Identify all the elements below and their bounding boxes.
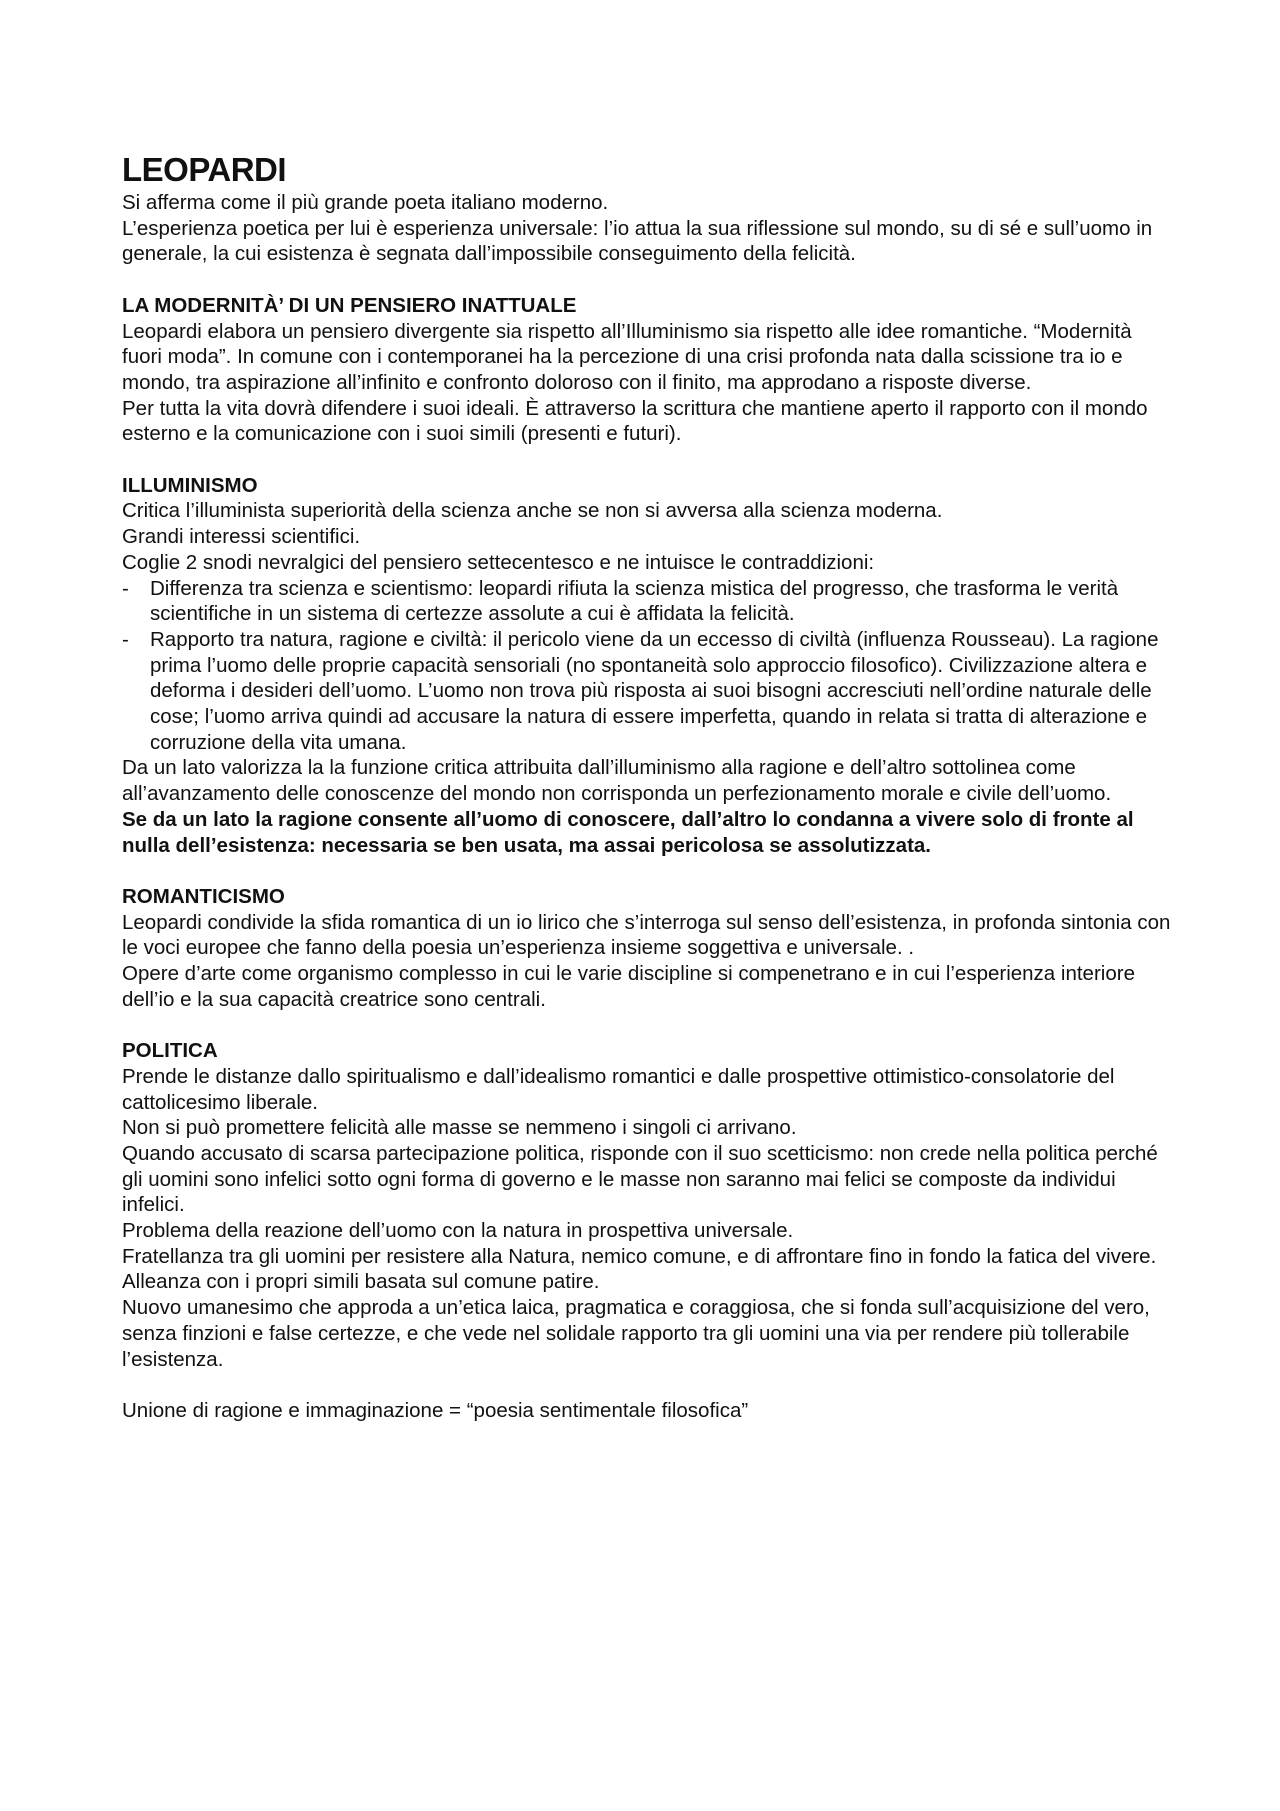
section-paragraph: Fratellanza tra gli uomini per resistere alla Natura, nemico comune, e di affrontare fino in fondo la fatica del vivere. Alleanza con i propri simili basata sul comune patire.	[122, 1244, 1157, 1294]
section-heading: ILLUMINISMO	[122, 473, 258, 497]
section-modernita	[122, 293, 1172, 447]
bold-statement: Se da un lato la ragione consente all’uomo di conoscere, dall’altro lo condanna a vivere solo di fronte al nulla dell’esistenza: necessaria se ben usata, ma assai pericolosa se assolutizzata.	[122, 807, 1134, 857]
spacer	[122, 267, 1172, 293]
section-paragraph: Grandi interessi scientifici.	[122, 525, 361, 549]
list-item: - Rapporto tra natura, ragione e civiltà: il pericolo viene da un eccesso di civiltà (influenza Rousseau). La ragione prima l’uomo delle proprie capacità sensoriali (no spontaneità solo approccio filosofico). Civilizzazione altera e deforma i desideri dell’uomo. L’uomo non trova più risposta ai suoi bisogni accresciuti nell’ordine naturale delle cose; l’uomo arriva quindi ad accusare la natura di essere imperfetta, quando in relata si tratta di alterazione e corruzione della vita umana.	[122, 627, 1172, 756]
intro-paragraph: L’esperienza poetica per lui è esperienza universale: l’io attua la sua riflessione sul mondo, su di sé e sull’uomo in generale, la cui esistenza è segnata dall’impossibile conseguimento della felicità.	[122, 216, 1153, 266]
section-paragraph: Leopardi condivide la sfida romantica di un io lirico che s’interroga sul senso dell’esistenza, in profonda sintonia con le voci europee che fanno della poesia un’esperienza insieme soggettiva e universale. .	[122, 910, 1171, 960]
section-heading: POLITICA	[122, 1039, 218, 1063]
bullet-list	[122, 576, 1172, 756]
section-paragraph: Quando accusato di scarsa partecipazione politica, risponde con il suo scetticismo: non crede nella politica perché gli uomini sono infelici sotto ogni forma di governo e le masse non saranno mai felici se composte da individui infelici.	[122, 1141, 1158, 1217]
section-heading: LA MODERNITÀ’ DI UN PENSIERO INATTUALE	[122, 293, 577, 317]
spacer	[122, 1372, 1172, 1398]
section-paragraph: Nuovo umanesimo che approda a un’etica laica, pragmatica e coraggiosa, che si fonda sull’acquisizione del vero, senza finzioni e false certezze, e che vede nel solidale rapporto tra gli uomini una via per rendere più tollerabile l’esistenza.	[122, 1296, 1150, 1371]
section-paragraph: Non si può promettere felicità alle masse se nemmeno i singoli ci arrivano.	[122, 1116, 797, 1140]
list-item: - Differenza tra scienza e scientismo: leopardi rifiuta la scienza mistica del progresso, che trasforma le verità scientifiche in un sistema di certezze assolute a cui è affidata la felicità.	[122, 576, 1172, 627]
section-paragraph: Critica l’illuminista superiorità della scienza anche se non si avversa alla scienza moderna.	[122, 499, 943, 523]
page-title: LEOPARDI	[122, 151, 287, 188]
section-paragraph: Per tutta la vita dovrà difendere i suoi ideali. È attraverso la scrittura che mantiene aperto il rapporto con il mondo esterno e la comunicazione con i suoi simili (presenti e futuri).	[122, 396, 1148, 446]
closing-line: Unione di ragione e immaginazione = “poesia sentimentale filosofica”	[122, 1398, 749, 1422]
spacer	[122, 1012, 1172, 1038]
section-paragraph: Da un lato valorizza la la funzione critica attribuita dall’illuminismo alla ragione e dell’altro sottolinea come all’avanzamento delle conoscenze del mondo non corrisponda un perfezionamento morale e civile dell’uomo.	[122, 756, 1112, 806]
section-paragraph: Prende le distanze dallo spiritualismo e dall’idealismo romantici e dalle prospettive ottimistico-consolatorie del cattolicesimo liberale.	[122, 1064, 1115, 1114]
spacer	[122, 447, 1172, 473]
spacer	[122, 858, 1172, 884]
section-romanticismo	[122, 884, 1172, 1013]
intro-section	[122, 190, 1172, 267]
section-paragraph: Opere d’arte come organismo complesso in cui le varie discipline si compenetrano e in cui l’esperienza interiore dell’io e la sua capacità creatrice sono centrali.	[122, 962, 1135, 1011]
section-paragraph: Leopardi elabora un pensiero divergente sia rispetto all’Illuminismo sia rispetto alle idee romantiche. “Modernità fuori moda”. In comune con i contemporanei ha la percezione di una crisi profonda nata dalla scissione tra io e mondo, tra aspirazione all’infinito e confronto doloroso con il finito, ma approdano a risposte diverse.	[122, 319, 1132, 394]
document-page	[122, 150, 1172, 1424]
section-paragraph: Coglie 2 snodi nevralgici del pensiero settecentesco e ne intuisce le contraddizioni:	[122, 550, 875, 574]
section-heading: ROMANTICISMO	[122, 884, 285, 908]
section-politica	[122, 1038, 1172, 1424]
section-paragraph: Problema della reazione dell’uomo con la natura in prospettiva universale.	[122, 1219, 794, 1243]
section-illuminismo	[122, 473, 1172, 859]
intro-paragraph: Si afferma come il più grande poeta italiano moderno.	[122, 191, 609, 214]
